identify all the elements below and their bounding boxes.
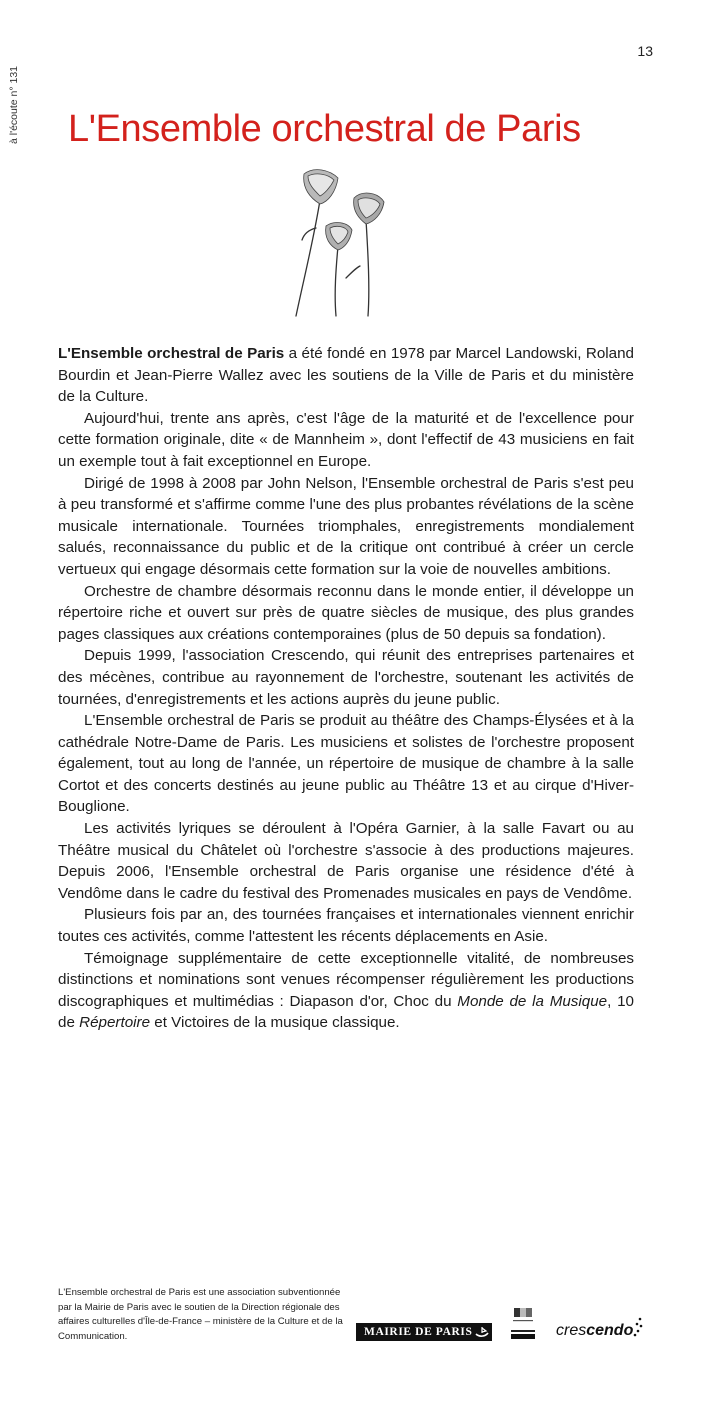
article-paragraph-8: Plusieurs fois par an, des tournées françaises et internationales viennent enrichir toutes ces activités, comme l'attestent les récents déplacements en Asie. (58, 906, 634, 946)
page-number: 13 (637, 43, 653, 59)
article-paragraph-1 (58, 343, 634, 408)
article-paragraph-6: L'Ensemble orchestral de Paris se produit au théâtre des Champs-Élysées et à la cathédrale Notre-Dame de Paris. Les musiciens et solistes de l'orchestre proposent également, tout au long de l'année, un répertoire de musique de chambre à la salle Cortot et des concerts destinés au jeune public au Théâtre 13 et au cirque d'Hiver-Bouglione. (58, 712, 634, 816)
crescendo-logo (556, 1322, 633, 1340)
crescendo-logo-text-b: cendo (586, 1322, 634, 1339)
article-paragraph-7: Les activités lyriques se déroulent à l'Opéra Garnier, à la salle Favart ou au Théâtre musical du Châtelet où l'orchestre s'associe à des productions majeures. Depuis 2006, l'Ensemble orchestral de Paris organise une résidence d'été à Vendôme dans le cadre du festival des Promenades musicales en pays de Vendôme. (58, 820, 634, 902)
ministere-culture-logo (510, 1308, 536, 1340)
article-paragraph-1-text: a été fondé en 1978 par Marcel Landowski, Roland Bourdin et Jean-Pierre Wallez avec les soutiens de la Ville de Paris et du ministère de la Culture. (58, 345, 634, 406)
ensemble-name-bold: L'Ensemble orchestral de Paris (58, 345, 285, 362)
issue-side-label: à l'écoute n° 131 (8, 65, 20, 144)
article-body (58, 343, 634, 1034)
article-paragraph-3: Dirigé de 1998 à 2008 par John Nelson, l'Ensemble orchestral de Paris s'est peu à peu transformé et s'affirme comme l'une des plus probantes révélations de la scène musicale internationale. Tournées triomphales, enregistrements mondialement salués, reconnaissance du public et de la critique ont contribué à créer un cercle vertueux qui engage désormais cette formation sur la voie de nouvelles ambitions. (58, 474, 634, 578)
mairie-de-paris-logo (356, 1323, 492, 1341)
article-paragraph-5: Depuis 1999, l'association Crescendo, qui réunit des entreprises partenaires et des mécènes, contribue au rayonnement de l'orchestre, soutenant les activités de tournées, d'enregistrements et les actions auprès du jeune public. (58, 647, 634, 708)
repertoire-italic: Répertoire (79, 1014, 151, 1032)
article-paragraph-9-part-b: , 10 de (58, 992, 634, 1032)
article-paragraph-9-part-c: et Victoires de la musique classique. (150, 1014, 400, 1032)
article-paragraph-2: Aujourd'hui, trente ans après, c'est l'âge de la maturité et de l'excellence pour cette formation originale, dite « de Mannheim », dont l'effectif de 43 musiciens en fait un exemple tout à fait exceptionnel en Europe. (58, 409, 634, 470)
footer-subsidy-note: L'Ensemble orchestral de Paris est une association subventionnée par la Mairie de Paris avec le soutien de la Direction régionale des affaires culturelles d'Île-de-France – ministère de la Culture et de la Communication. (58, 1287, 343, 1342)
article-paragraph-4: Orchestre de chambre désormais reconnu dans le monde entier, il développe un répertoire riche et ouvert sur près de quatre siècles de musique, des plus grandes pages classiques aux créations contemporaines (plus de 50 depuis sa fondation). (58, 582, 634, 643)
mairie-de-paris-logo-text: MAIRIE DE PARIS (364, 1326, 473, 1338)
crescendo-logo-text-a: cres (556, 1322, 587, 1339)
monde-de-la-musique-italic: Monde de la Musique (457, 992, 608, 1010)
article-paragraph-9 (58, 948, 634, 1034)
flowers-illustration (286, 168, 396, 318)
crescendo-dots-icon (633, 1316, 643, 1338)
article-paragraph-9-part-a: Témoignage supplémentaire de cette exceptionnelle vitalité, de nombreuses distinctions et nominations sont venues récompenser régulièrement les productions discographiques et multimédias : Diapason d'or, Choc du (58, 949, 634, 1010)
paris-ship-icon (474, 1325, 490, 1339)
page-title: L'Ensemble orchestral de Paris (68, 108, 581, 150)
